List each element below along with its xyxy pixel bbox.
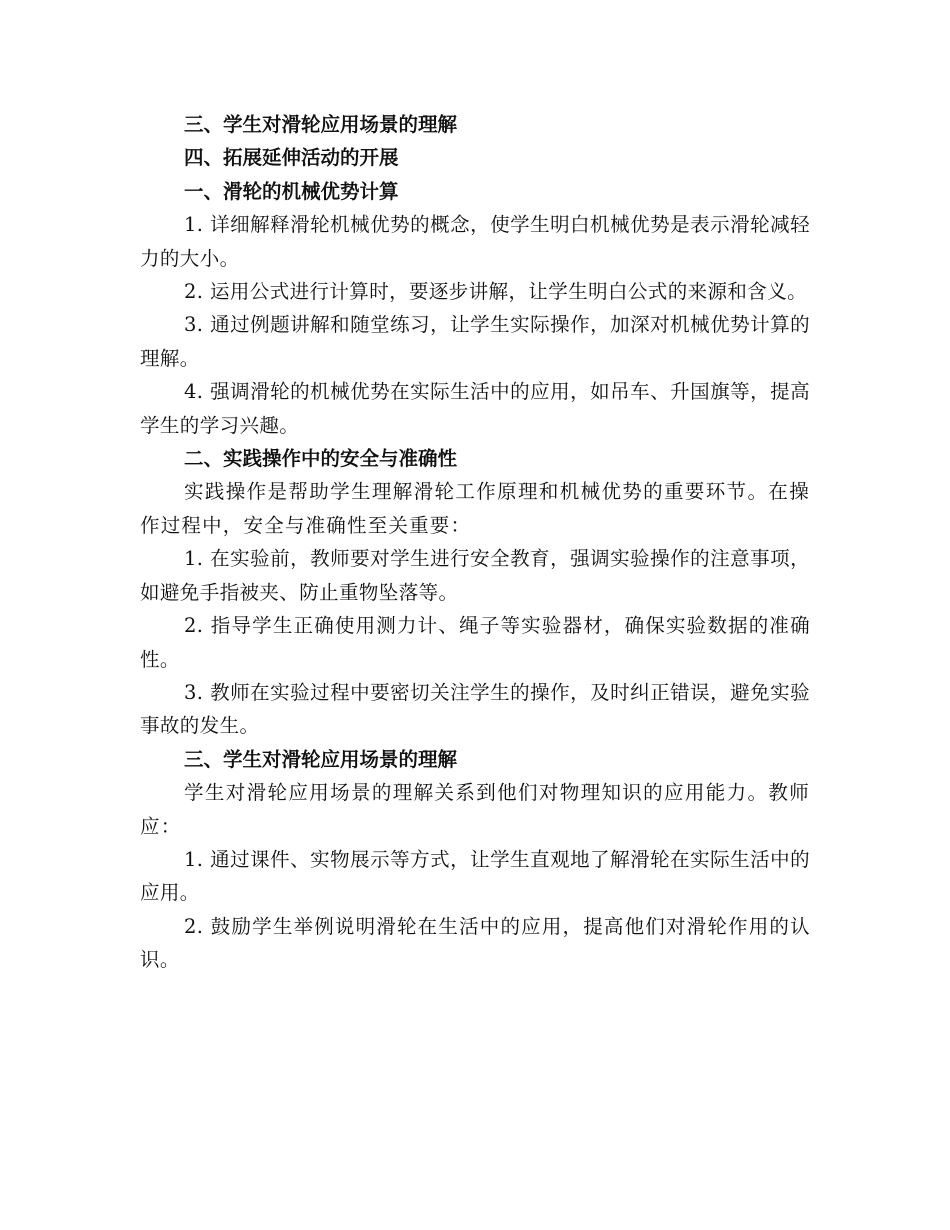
- section-heading: 一、滑轮的机械优势计算: [184, 179, 399, 203]
- paragraph: 1. 在实验前，教师要对学生进行安全教育，强调实验操作的注意事项，如避免手指被夹、防止重物坠落等。: [140, 547, 810, 604]
- section-heading: 二、实践操作中的安全与准确性: [184, 447, 458, 471]
- paragraph: 4. 强调滑轮的机械优势在实际生活中的应用，如吊车、升国旗等，提高学生的学习兴趣。: [140, 380, 810, 437]
- paragraph: 2. 运用公式进行计算时，要逐步讲解，让学生明白公式的来源和含义。: [184, 280, 808, 304]
- paragraph: 3. 教师在实验过程中要密切关注学生的操作，及时纠正错误，避免实验事故的发生。: [140, 680, 810, 738]
- paragraph: 2. 指导学生正确使用测力计、绳子等实验器材，确保实验数据的准确性。: [140, 614, 810, 671]
- paragraph: 学生对滑轮应用场景的理解关系到他们对物理知识的应用能力。教师应：: [140, 781, 810, 838]
- paragraph: 2. 鼓励学生举例说明滑轮在生活中的应用，提高他们对滑轮作用的认识。: [140, 914, 810, 972]
- document-page: [140, 108, 810, 977]
- paragraph: 1. 详细解释滑轮机械优势的概念，使学生明白机械优势是表示滑轮减轻力的大小。: [140, 213, 810, 270]
- section-heading: 三、学生对滑轮应用场景的理解: [184, 747, 458, 771]
- paragraph: 3. 通过例题讲解和随堂练习，让学生实际操作，加深对机械优势计算的理解。: [140, 313, 810, 370]
- section-heading: 三、学生对滑轮应用场景的理解: [184, 113, 458, 136]
- paragraph: 1. 通过课件、实物展示等方式，让学生直观地了解滑轮在实际生活中的应用。: [140, 847, 810, 905]
- section-heading: 四、拓展延伸活动的开展: [184, 146, 399, 170]
- paragraph: 实践操作是帮助学生理解滑轮工作原理和机械优势的重要环节。在操作过程中，安全与准确性至关重要：: [140, 480, 810, 537]
